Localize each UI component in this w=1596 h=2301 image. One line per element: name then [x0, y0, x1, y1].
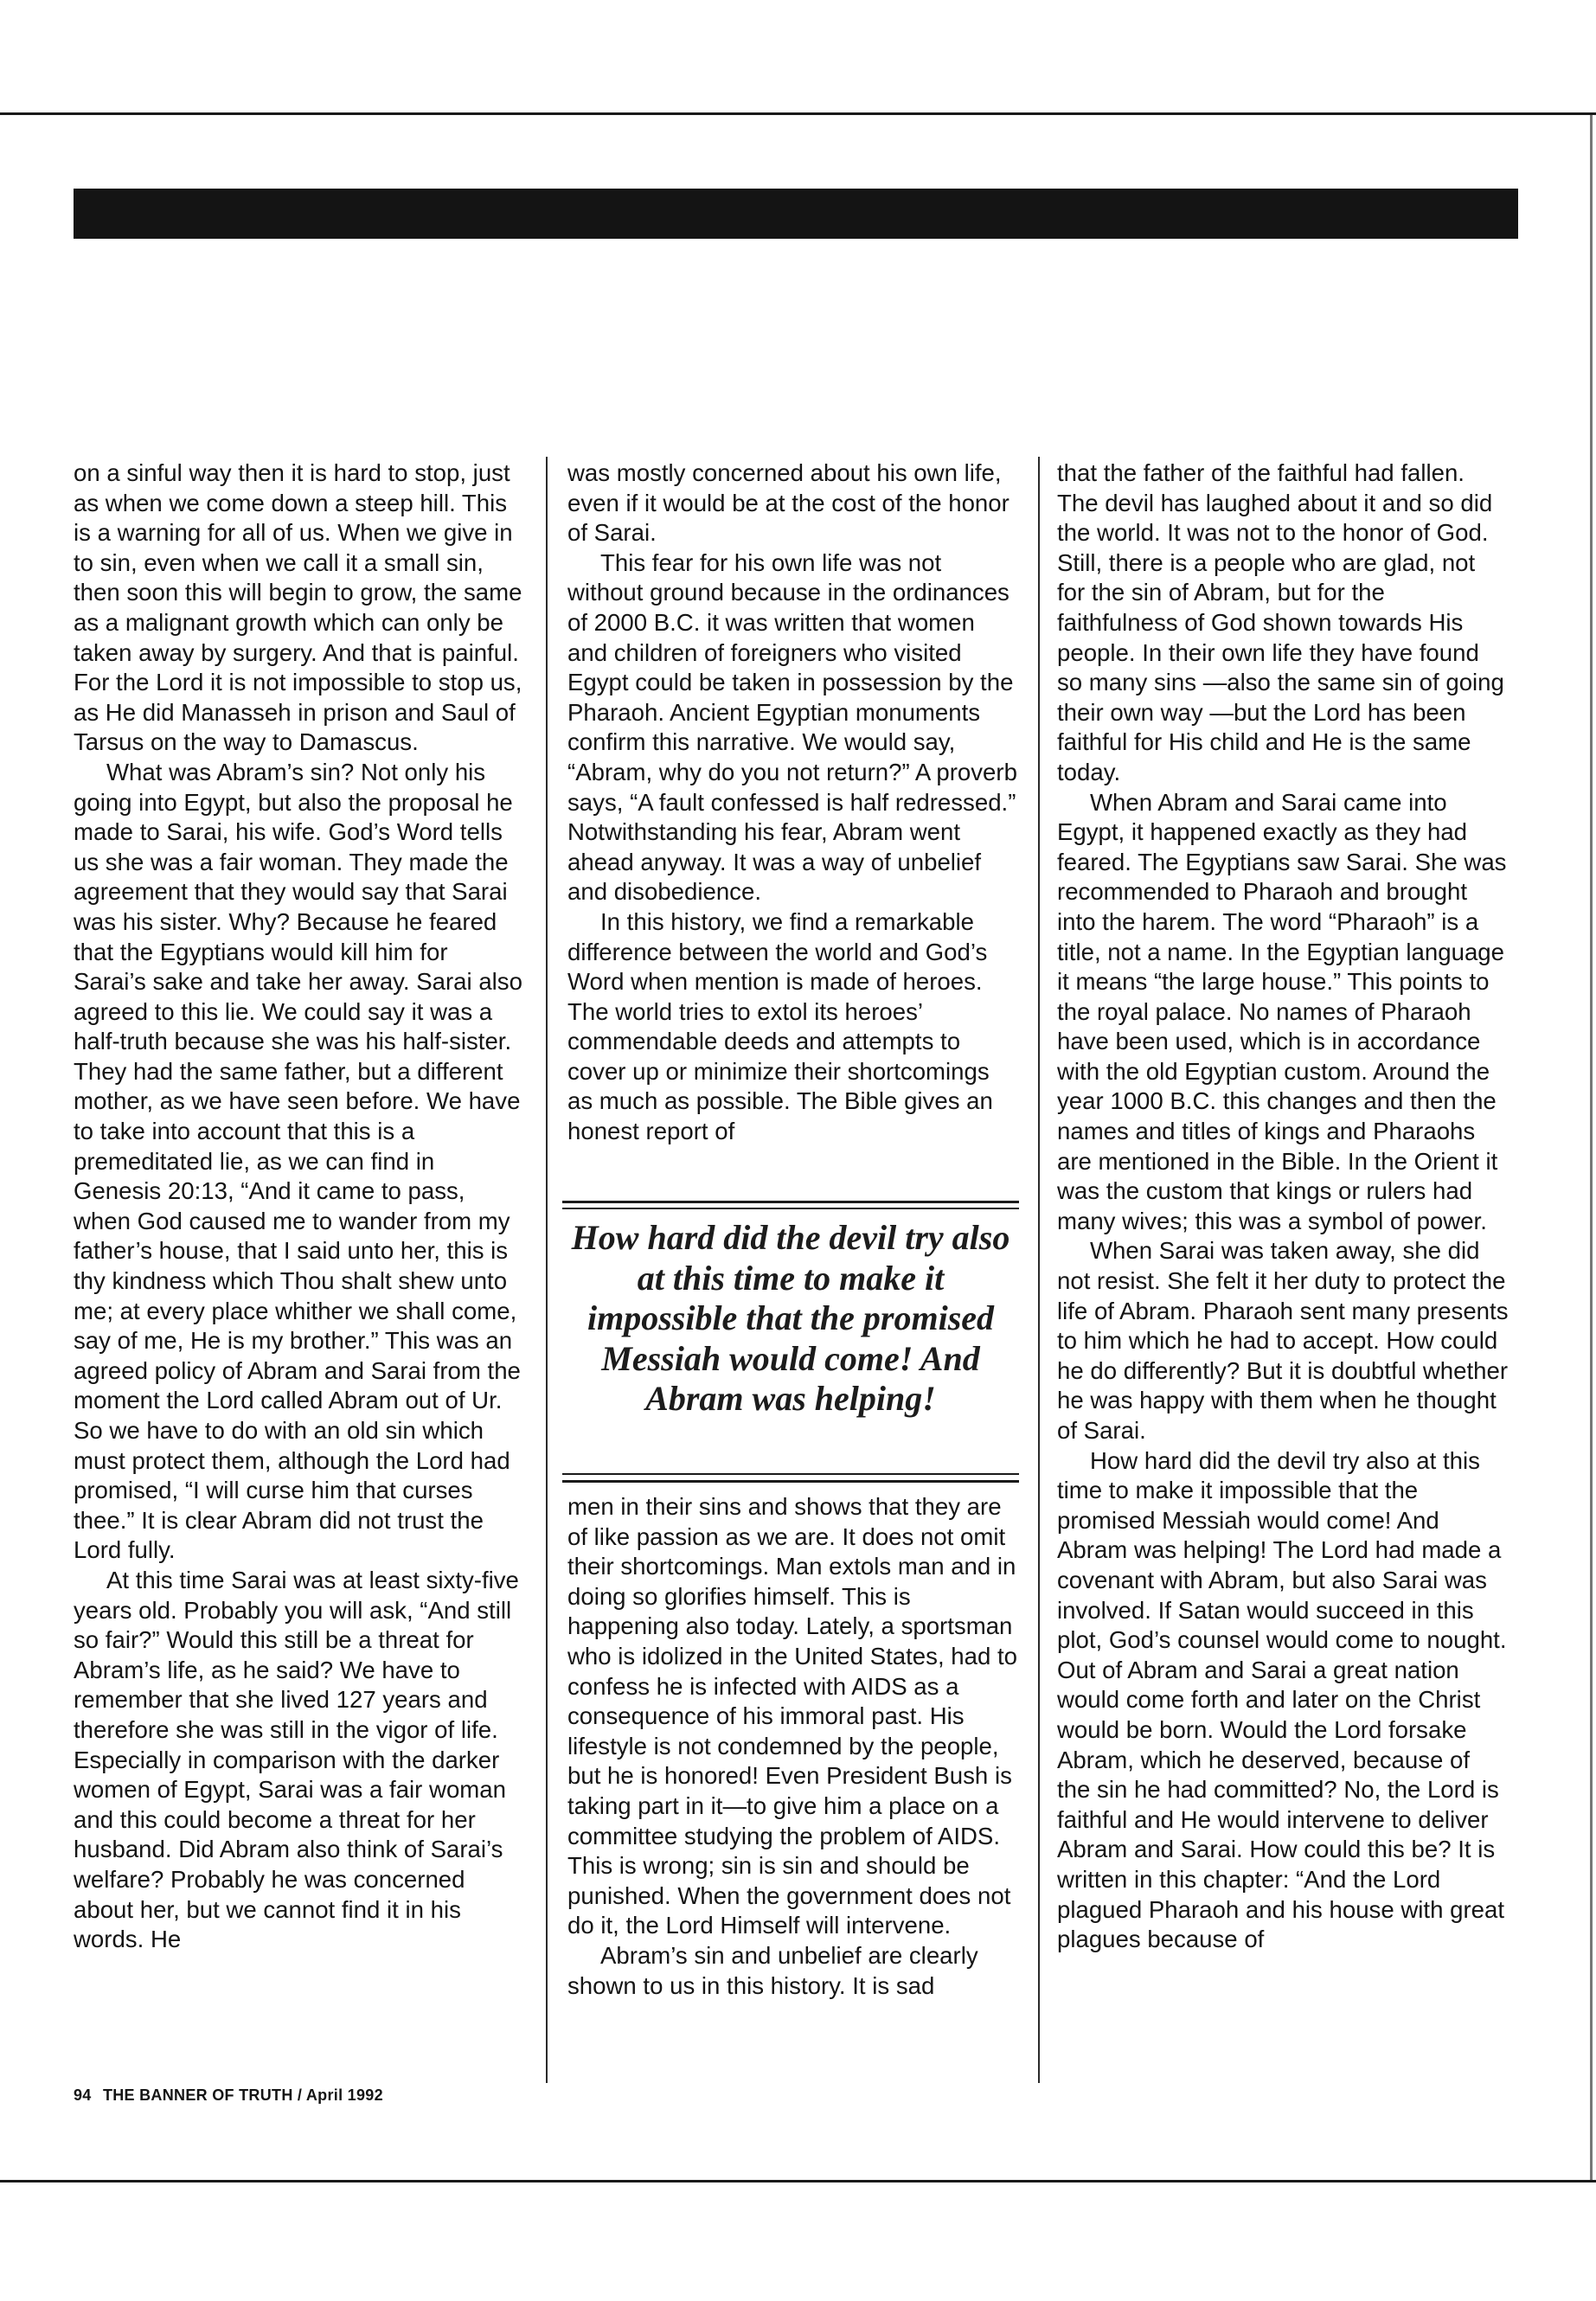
page-number: 94: [74, 2086, 92, 2104]
column-2-paragraph: men in their sins and shows that they are of like passion as we are. It does not omit their shortcomings. Man extols man and in doing so glorifies himself. This is happening also today. Lately, a sportsman who is idolized in the United States, had to confess he is infected with AIDS as a consequence of his immoral past. His lifestyle is not condemned by the people, but he is honored! Even President Bush is taking part in it—to give him a place on a committee studying the problem of AIDS. This is wrong; sin is sin and should be punished. When the government does not do it, the Lord Himself will intervene.: [567, 1493, 1017, 1939]
column-divider-2: [1038, 457, 1040, 2083]
column-2-top: [567, 458, 1017, 1147]
column-3-paragraph: When Sarai was taken away, she did not resist. She felt it her duty to protect the life of Abram. Pharaoh sent many presents to him which he had to accept. How could he do differently? But it is doubtful whether he was happy with them when he thought of Sarai.: [1057, 1237, 1509, 1444]
column-3-paragraph: How hard did the devil try also at this time to make it impossible that the promised Messiah would come! And Abram was helping! The Lord had made a covenant with Abram, but also Sarai was involved. If Satan would succeed in this plot, God’s counsel would come to nought. Out of Abram and Sarai a great nation would come forth and later on the Christ would be born. Would the Lord forsake Abram, which he deserved, because of the sin he had committed? No, the Lord is faithful and He would intervene to deliver Abram and Sarai. How could this be? It is written in this chapter: “And the Lord plagued Pharaoh and his house with great plagues because of: [1057, 1446, 1507, 1953]
column-2-paragraph: was mostly concerned about his own life, even if it would be at the cost of the honor of Sarai.: [567, 459, 1010, 547]
pull-quote-top-rule: [562, 1201, 1019, 1203]
issue-date: April 1992: [305, 2086, 383, 2104]
page-bottom-rule: [0, 2180, 1596, 2182]
pull-quote-top-rule-thin: [562, 1208, 1019, 1209]
column-1-paragraph: At this time Sarai was at least sixty-five years old. Probably you will ask, “And still so fair?” Would this still be a threat for Abram’s life, as he said? We have to remember that she lived 127 years and therefore she was still in the vigor of life. Especially in comparison with the darker women of Egypt, Sarai was a fair woman and this could become a threat for her husband. Did Abram also think of Sarai’s welfare? Probably he was concerned about her, but we cannot find it in his words. He: [74, 1566, 519, 1953]
page-right-edge: [1590, 115, 1593, 2180]
column-2-bottom: [567, 1492, 1017, 2001]
pull-quote-bottom-rule-thin: [562, 1473, 1019, 1475]
pull-quote-bottom-rule: [562, 1480, 1019, 1483]
column-1-paragraph: on a sinful way then it is hard to stop, just as when we come down a steep hill. This is a warning for all of us. When we give in to sin, even when we call it a small sin, then soon this will begin to grow, the same as a malignant growth which can only be taken away by surgery. And that is painful. For the Lord it is not impossible to stop us, as He did Manasseh in prison and Saul of Tarsus on the way to Damascus.: [74, 459, 522, 756]
column-1-paragraph: What was Abram’s sin? Not only his going into Egypt, but also the proposal he made to Sarai, his wife. God’s Word tells us she was a fair woman. They made the agreement that they would say that Sarai was his sister. Why? Because he feared that the Egyptians would kill him for Sarai’s sake and take her away. Sarai also agreed to this lie. We could say it was a half-truth because she was his half-sister. They had the same father, but a different mother, as we have seen before. We have to take into account that this is a premeditated lie, as we can find in Genesis 20:13, “And it came to pass, when God caused me to wander from my father’s house, that I said unto her, this is thy kindness which Thou shalt shew unto me; at every place whither we shall come, say of me, He is my brother.” This was an agreed policy of Abram and Sarai from the moment the Lord called Abram out of Ur. So we have to do with an old sin which must protect them, although the Lord had promised, “I will curse him that curses thee.” It is clear Abram did not trust the Lord fully.: [74, 758, 522, 1564]
header-black-bar: [74, 189, 1518, 239]
column-2-paragraph: Abram’s sin and unbelief are clearly shown to us in this history. It is sad: [567, 1941, 978, 1999]
publication-name: THE BANNER OF TRUTH: [102, 2086, 293, 2104]
pull-quote: How hard did the devil try also at this time to make it impossible that the promised Messiah would come! And Abram was helping!: [571, 1218, 1010, 1418]
column-3-paragraph: that the father of the faithful had fallen. The devil has laughed about it and so did the world. It was not to the honor of God. Still, there is a people who are glad, not for the sin of Abram, but for the faithfulness of God shown towards His people. In their own life they have found so many sins —also the same sin of going their own way —but the Lord has been faithful for His child and He is the same today.: [1057, 459, 1504, 785]
column-3-paragraph: When Abram and Sarai came into Egypt, it happened exactly as they had feared. The Egyptians saw Sarai. She was recommended to Pharaoh and brought into the harem. The word “Pharaoh” is a title, not a name. In the Egyptian language it means “the large house.” This points to the royal palace. No names of Pharaoh have been used, which is in accordance with the old Egyptian custom. Around the year 1000 B.C. this changes and then the names and titles of kings and Pharaohs are mentioned in the Bible. In the Orient it was the custom that kings or rulers had many wives; this was a symbol of power.: [1057, 788, 1507, 1234]
column-1: [74, 458, 526, 1955]
page-footer: 94 THE BANNER OF TRUTH / April 1992: [74, 2086, 383, 2104]
column-3: [1057, 458, 1509, 1955]
column-2-paragraph: In this history, we find a remarkable difference between the world and God’s Word when mention is made of heroes. The world tries to extol its heroes’ commendable deeds and attempts to cover up or minimize their shortcomings as much as possible. The Bible gives an honest report of: [567, 907, 993, 1145]
page-top-rule: [0, 112, 1596, 115]
column-divider-1: [546, 457, 548, 2083]
column-2-paragraph: This fear for his own life was not without ground because in the ordinances of 2000 B.C. it was written that women and children of foreigners who visited Egypt could be taken in possession by the Pharaoh. Ancient Egyptian monuments confirm this narrative. We would say, “Abram, why do you not return?” A proverb says, “A fault confessed is half redressed.” Notwithstanding his fear, Abram went ahead anyway. It was a way of unbelief and disobedience.: [567, 548, 1017, 906]
